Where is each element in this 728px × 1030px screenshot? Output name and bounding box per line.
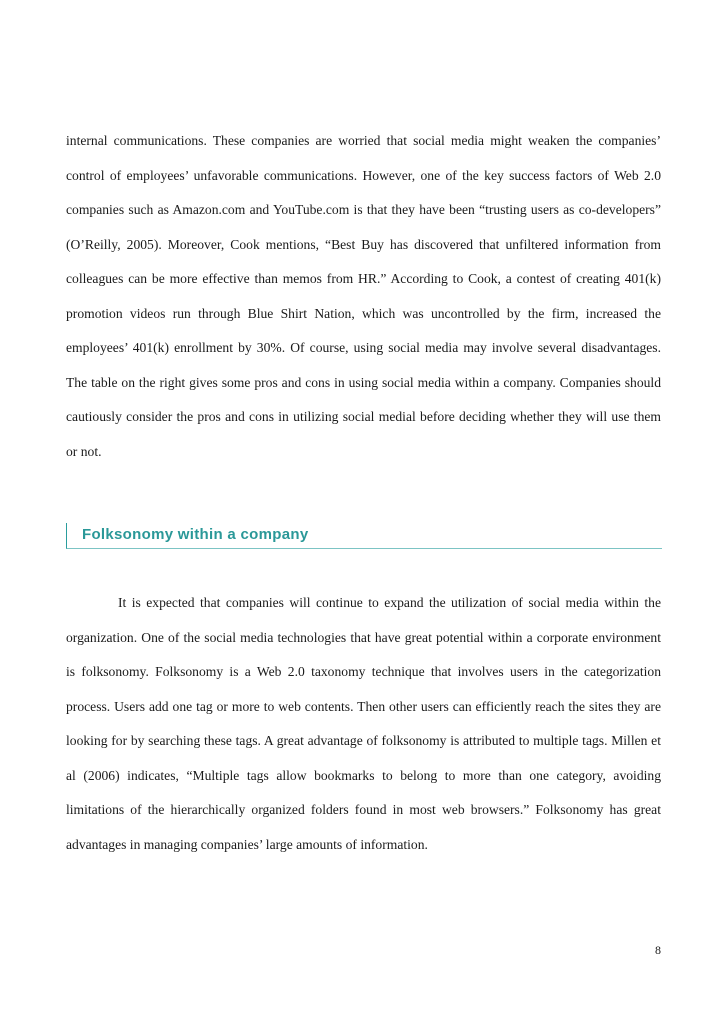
body-paragraph-social-media-risks: internal communications. These companies are worried that social media might weaken the companies’ control of employees’ unfavorable communications. However, one of the key success factors of Web 2.0 companies such as Amazon.com and YouTube.com is that they have been “trusting users as co-developers” (O’Reilly, 2005). Moreover, Cook mentions, “Best Buy has discovered that unfiltered information from colleagues can be more effective than memos from HR.” According to Cook, a contest of creating 401(k) promotion videos run through Blue Shirt Nation, which was uncontrolled by the firm, increased the employees’ 401(k) enrollment by 30%. Of course, using social media may involve several disadvantages. The table on the right gives some pros and cons in using social media within a company. Companies should cautiously consider the pros and cons in utilizing social medial before deciding whether they will use them or not. xyxy=(66,133,661,459)
body-paragraph-folksonomy: It is expected that companies will continue to expand the utilization of social media within the organization. One of the social media technologies that have great potential within a corporate environment is folksonomy. Folksonomy is a Web 2.0 taxonomy technique that involves users in the categorization process. Users add one tag or more to web contents. Then other users can efficiently reach the sites they are looking for by searching these tags. A great advantage of folksonomy is attributed to multiple tags. Millen et al (2006) indicates, “Multiple tags allow bookmarks to belong to more than one category, avoiding limitations of the hierarchically organized folders found in most web browsers.” Folksonomy has great advantages in managing companies’ large amounts of information. xyxy=(66,595,661,852)
section-heading-block xyxy=(66,523,662,549)
section-heading: Folksonomy within a company xyxy=(82,526,309,543)
page-number: 8 xyxy=(655,943,661,957)
